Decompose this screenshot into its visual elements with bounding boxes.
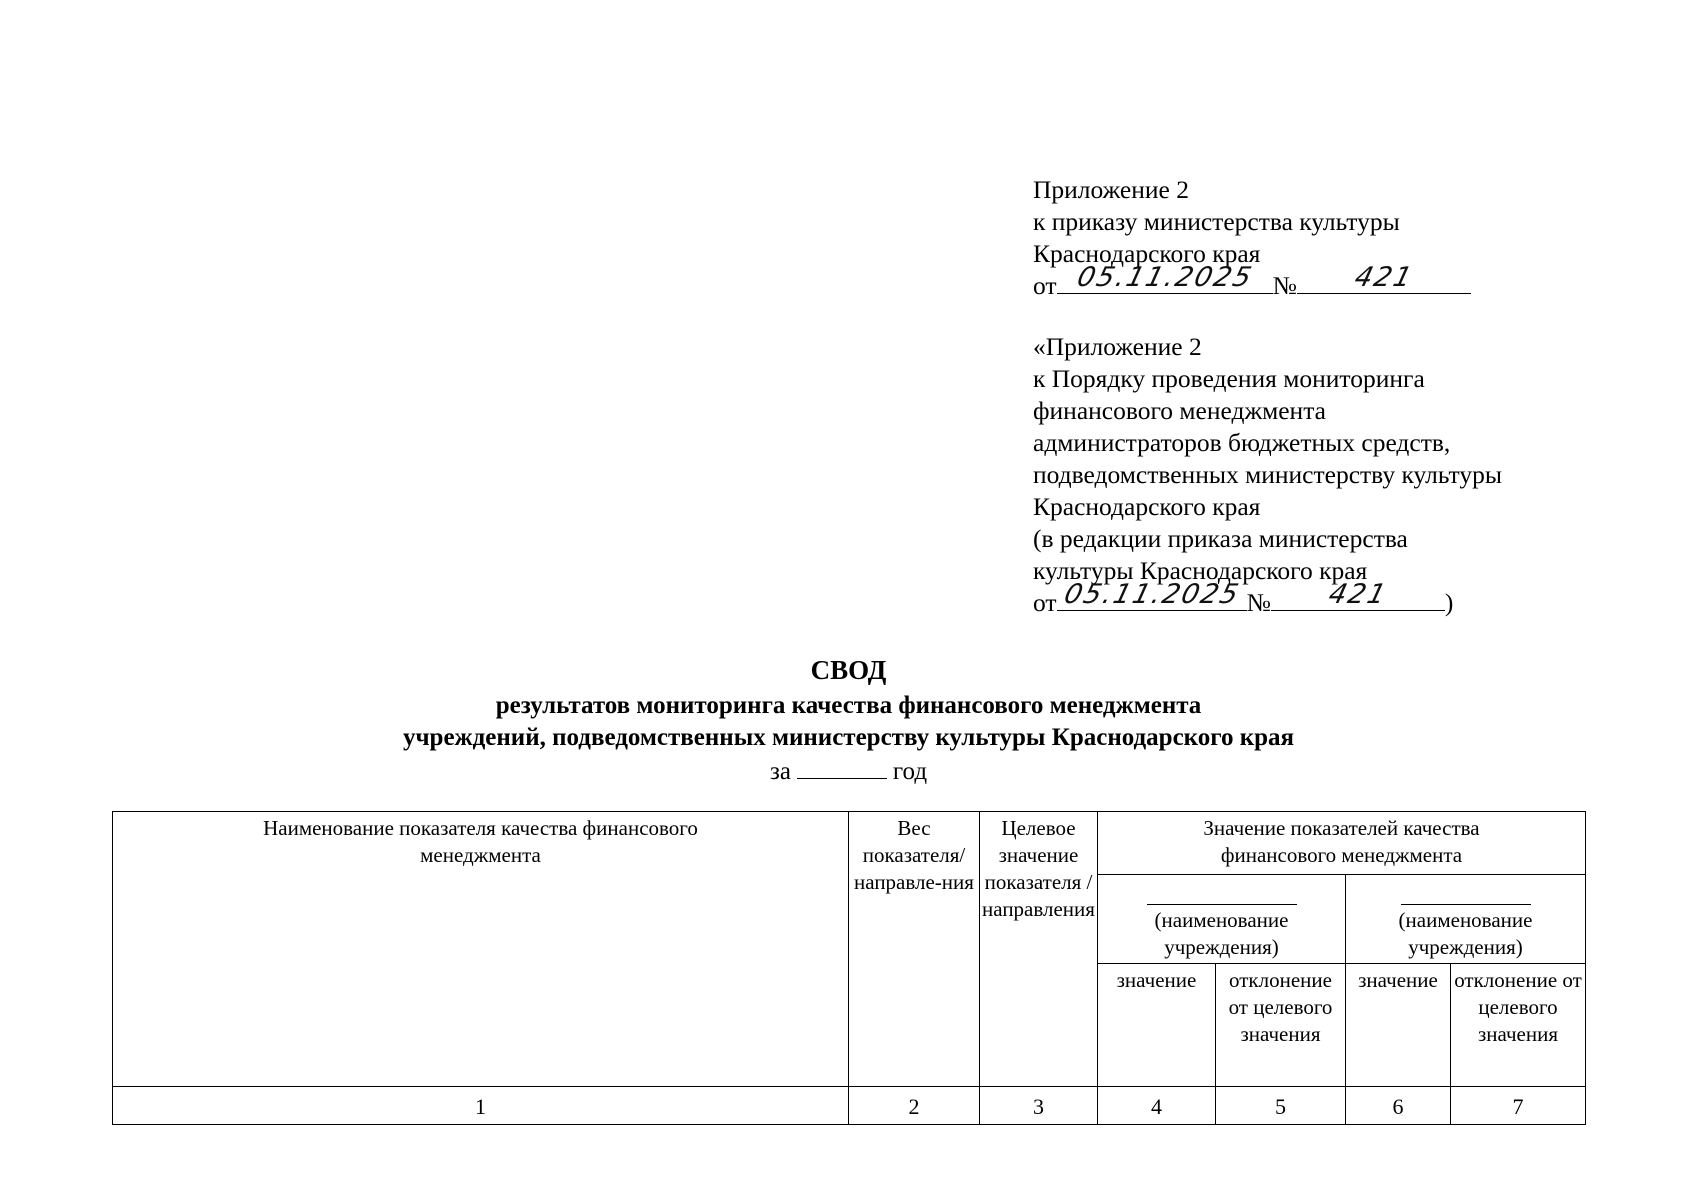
approval-number-handwritten: 421 <box>1351 262 1417 293</box>
preamble-line: (в редакции приказа министерства <box>1033 524 1408 553</box>
column-number: 4 <box>1098 1087 1216 1125</box>
column-number: 3 <box>980 1087 1098 1125</box>
approval-line-1: Приложение 2 <box>1033 175 1189 204</box>
column-number: 1 <box>113 1087 849 1125</box>
approval-date-line <box>1033 262 1471 302</box>
preamble-block <box>1033 331 1502 619</box>
approval-number-label: № <box>1272 271 1297 300</box>
institution-1-caption: (наименование учреждения) <box>1154 908 1289 959</box>
header-institution-2 <box>1346 875 1586 964</box>
header-quality-values: Значение показателей качества финансового менеджмента <box>1098 812 1586 875</box>
approval-date-handwritten: 05.11.2025 <box>1073 262 1256 293</box>
preamble-number-field <box>1271 579 1445 611</box>
preamble-date-line <box>1033 579 1502 619</box>
preamble-date-field <box>1057 579 1247 611</box>
header-deviation-2: отклонение от целевого значения <box>1451 964 1586 1087</box>
header-value-1: значение <box>1098 964 1216 1087</box>
column-number: 2 <box>849 1087 980 1125</box>
preamble-line: культуры Краснодарского края <box>1033 556 1368 585</box>
institution-2-caption: (наименование учреждения) <box>1398 908 1533 959</box>
approval-date-field <box>1057 262 1273 294</box>
preamble-date-handwritten: 05.11.2025 <box>1060 579 1243 610</box>
document-subtitle-2: учреждений, подведомственных министерству культуры Краснодарского края <box>402 724 1295 751</box>
preamble-closing: ) <box>1444 588 1454 617</box>
approval-number-field <box>1297 262 1471 294</box>
approval-block <box>1033 174 1471 302</box>
preamble-from-label: от <box>1033 588 1057 617</box>
document-title: СВОД <box>810 655 887 685</box>
table-numbers-row <box>113 1087 1586 1125</box>
preamble-line: администраторов бюджетных средств, <box>1033 428 1451 457</box>
preamble-number-label: № <box>1246 588 1271 617</box>
summary-table <box>112 811 1586 1125</box>
year-prefix: за <box>769 758 791 785</box>
year-line <box>0 758 1697 786</box>
approval-line-3: Краснодарского края <box>1033 239 1261 268</box>
header-value-2: значение <box>1346 964 1451 1087</box>
header-deviation-1: отклонение от целевого значения <box>1216 964 1346 1087</box>
preamble-line: Краснодарского края <box>1033 492 1261 521</box>
column-number: 7 <box>1451 1087 1586 1125</box>
header-indicator-name: Наименование показателя качества финансового менеджмента <box>113 812 849 1087</box>
header-weight: Вес показателя/ направле-ния <box>849 812 980 1087</box>
preamble-line: подведомственных министерству культуры <box>1033 460 1502 489</box>
document-subtitle-1: результатов мониторинга качества финансового менеджмента <box>495 692 1202 719</box>
preamble-line: «Приложение 2 <box>1033 332 1202 361</box>
institution-2-blank <box>1401 882 1531 905</box>
column-number: 5 <box>1216 1087 1346 1125</box>
preamble-line: финансового менеджмента <box>1033 396 1326 425</box>
approval-from-label: от <box>1033 271 1057 300</box>
year-suffix: год <box>892 758 928 785</box>
table-header-row-1 <box>113 812 1586 875</box>
column-number: 6 <box>1346 1087 1451 1125</box>
approval-line-2: к приказу министерства культуры <box>1033 207 1400 236</box>
preamble-number-handwritten: 421 <box>1325 579 1391 610</box>
year-blank <box>797 758 887 779</box>
header-target-value: Целевое значение показателя /направления <box>980 812 1098 1087</box>
institution-1-blank <box>1147 882 1297 905</box>
header-institution-1 <box>1098 875 1346 964</box>
preamble-line: к Порядку проведения мониторинга <box>1033 364 1425 393</box>
